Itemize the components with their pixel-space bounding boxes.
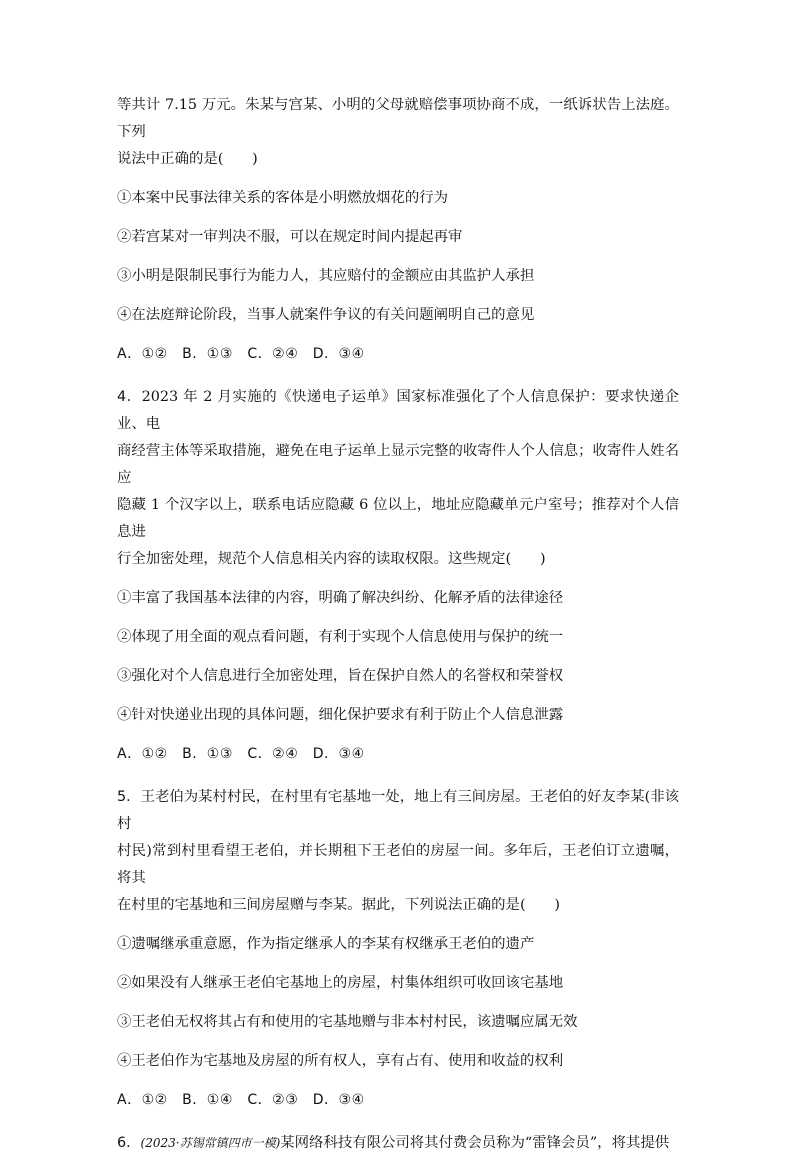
question-5-option-3: ③王老伯无权将其占有和使用的宅基地赠与非本村村民，该遗嘱应属无效	[117, 1014, 578, 1030]
question-4-choices: A．①② B．①③ C．②④ D．③④	[117, 746, 365, 762]
question-5-stem-line-1	[117, 784, 679, 838]
question-5-stem-line-2: 村民)常到村里看望王老伯，并长期租下王老伯的房屋一间。多年后，王老伯订立遗嘱，将其	[117, 843, 679, 886]
question-5-choices: A．①② B．①④ C．②③ D．③④	[117, 1092, 365, 1108]
question-3-stem-line-1: 等共计 7.15 万元。朱某与宫某、小明的父母就赔偿事项协商不成，一纸诉状告上法庭。下列	[117, 97, 679, 140]
question-6-source: (2023·苏锡常镇四市一模)	[140, 1136, 281, 1150]
question-4-stem-line-3: 隐藏 1 个汉字以上，联系电话应隐藏 6 位以上，地址应隐藏单元户室号；推荐对个人信息进	[117, 497, 679, 540]
question-5-stem-text: 王老伯为某村村民，在村里有宅基地一处，地上有三间房屋。王老伯的好友李某(非该村	[117, 789, 680, 832]
question-5-option-2: ②如果没有人继承王老伯宅基地上的房屋，村集体组织可收回该宅基地	[117, 975, 564, 991]
question-6-number: 6．	[117, 1135, 141, 1151]
question-4-option-2: ②体现了用全面的观点看问题，有利于实现个人信息使用与保护的统一	[117, 629, 564, 645]
question-5-option-1: ①遗嘱继承重意愿，作为指定继承人的李某有权继承王老伯的遗产	[117, 936, 535, 952]
question-3-option-1: ①本案中民事法律关系的客体是小明燃放烟花的行为	[117, 190, 448, 206]
question-5-stem-line-3: 在村里的宅基地和三间房屋赠与李某。据此，下列说法正确的是( )	[117, 897, 560, 913]
question-3-choices: A．①② B．①③ C．②④ D．③④	[117, 346, 365, 362]
question-4-option-4: ④针对快递业出现的具体问题，细化保护要求有利于防止个人信息泄露	[117, 707, 564, 723]
question-3-option-3: ③小明是限制民事行为能力人，其应赔付的金额应由其监护人承担	[117, 268, 535, 284]
question-6-stem-line-1	[117, 1130, 679, 1157]
question-4-stem-line-4: 行全加密处理，规范个人信息相关内容的读取权限。这些规定( )	[117, 551, 546, 567]
question-4-stem-line-2: 商经营主体等采取措施，避免在电子运单上显示完整的收寄件人个人信息；收寄件人姓名应	[117, 443, 679, 486]
document-content	[117, 92, 679, 1157]
question-6-stem-text: 某网络科技有限公司将其付费会员称为“雷锋会员”，将其提供	[280, 1135, 670, 1151]
question-6	[117, 1130, 679, 1157]
question-4-option-1: ①丰富了我国基本法律的内容，明确了解决纠纷、化解矛盾的法律途径	[117, 590, 564, 606]
question-3	[117, 92, 679, 368]
question-3-option-2: ②若宫某对一审判决不服，可以在规定时间内提起再审	[117, 229, 463, 245]
question-4-stem-line-1	[117, 384, 679, 438]
question-4-number: 4．	[117, 389, 142, 405]
question-4	[117, 384, 679, 768]
question-5-option-4: ④王老伯作为宅基地及房屋的所有权人，享有占有、使用和收益的权利	[117, 1053, 564, 1069]
question-5	[117, 784, 679, 1114]
question-5-number: 5．	[117, 789, 141, 805]
question-3-stem-line-2: 说法中正确的是( )	[117, 151, 258, 167]
question-3-option-4: ④在法庭辩论阶段，当事人就案件争议的有关问题阐明自己的意见	[117, 307, 535, 323]
question-4-stem-text: 2023 年 2 月实施的《快递电子运单》国家标准强化了个人信息保护：要求快递企业、电	[117, 389, 679, 432]
question-4-option-3: ③强化对个人信息进行全加密处理，旨在保护自然人的名誉权和荣誉权	[117, 668, 564, 684]
